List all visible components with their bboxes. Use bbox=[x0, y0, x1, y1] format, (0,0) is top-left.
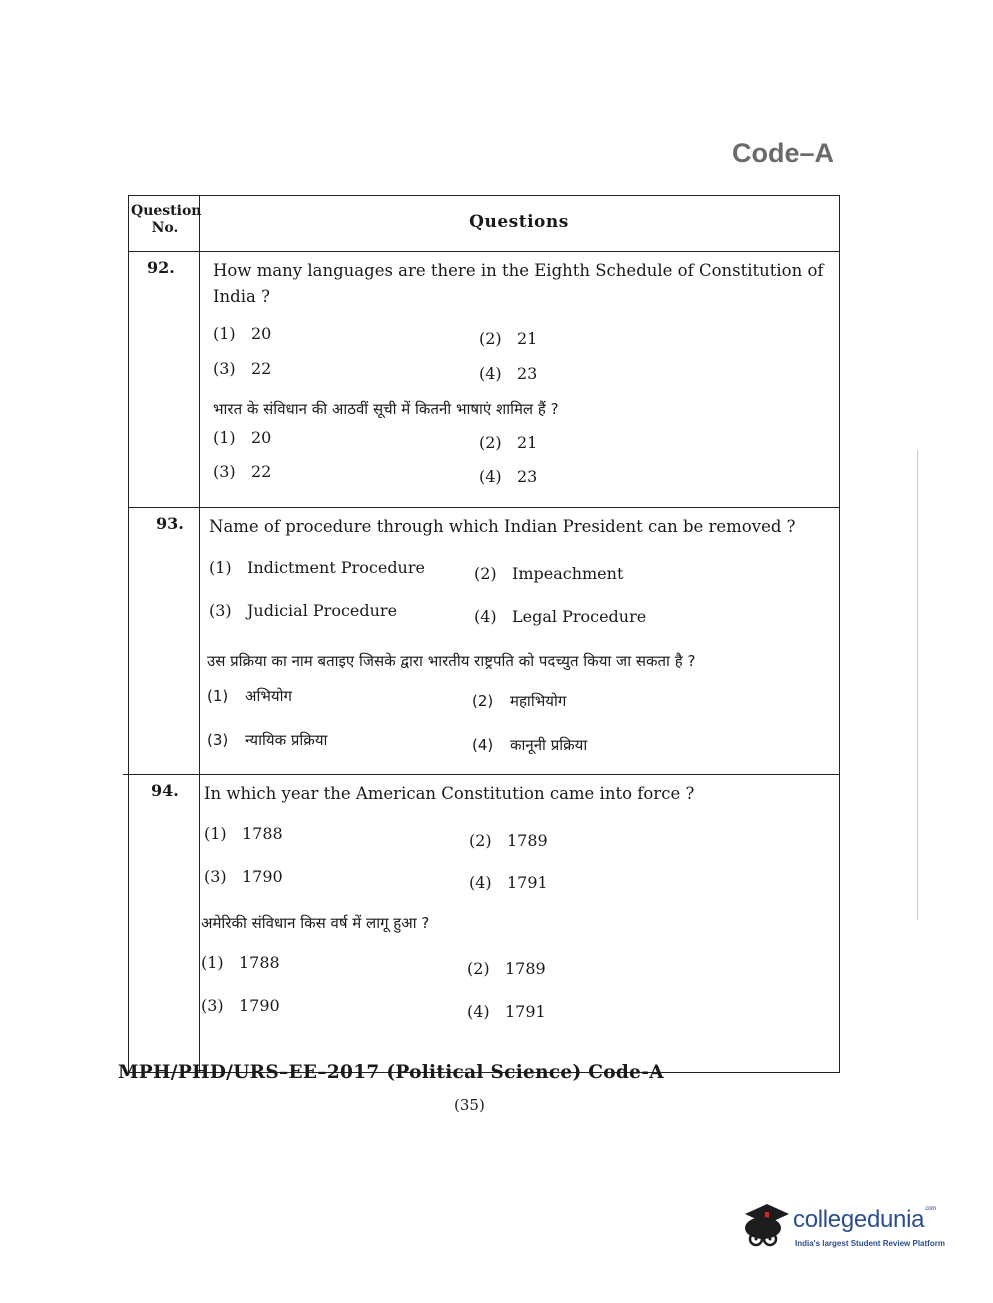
row-rule bbox=[123, 774, 839, 775]
header-question-no: Question No. bbox=[131, 203, 202, 236]
option-4 bbox=[469, 873, 548, 892]
brand-tagline: India's largest Student Review Platform bbox=[795, 1239, 945, 1248]
footer-title: MPH/PHD/URS–EE–2017 (Political Science) Code-A bbox=[118, 1062, 664, 1083]
option-text: Indictment Procedure bbox=[247, 558, 425, 577]
brand-name bbox=[793, 1206, 936, 1234]
option-number: (2) bbox=[472, 692, 494, 710]
option-number: (1) bbox=[201, 953, 224, 972]
option-number: (3) bbox=[213, 359, 236, 378]
option-number: (4) bbox=[467, 1002, 490, 1021]
option-number: (1) bbox=[204, 824, 227, 843]
question-number: 93. bbox=[156, 514, 184, 533]
option-text: 1791 bbox=[507, 873, 548, 892]
question-number: 92. bbox=[147, 258, 175, 277]
option-number: (2) bbox=[469, 831, 492, 850]
option-3 bbox=[213, 359, 271, 378]
option-text: 1788 bbox=[239, 953, 280, 972]
hindi-option-2 bbox=[467, 959, 546, 978]
question-text-english: In which year the American Constitution came into force ? bbox=[204, 784, 695, 803]
question-text-hindi: अमेरिकी संविधान किस वर्ष में लागू हुआ ? bbox=[201, 914, 430, 932]
hindi-option-1 bbox=[213, 428, 271, 447]
hindi-option-1 bbox=[201, 953, 280, 972]
option-number: (1) bbox=[207, 687, 229, 705]
option-number: (2) bbox=[479, 433, 502, 452]
option-text: 22 bbox=[251, 462, 272, 481]
hindi-option-4 bbox=[479, 467, 537, 486]
option-number: (2) bbox=[474, 564, 497, 583]
option-number: (3) bbox=[201, 996, 224, 1015]
option-number: (4) bbox=[474, 607, 497, 626]
row-rule bbox=[129, 507, 839, 508]
header-questions: Questions bbox=[469, 212, 569, 232]
option-3 bbox=[204, 867, 283, 886]
option-text: 20 bbox=[251, 428, 272, 447]
option-number: (3) bbox=[213, 462, 236, 481]
option-number: (2) bbox=[467, 959, 490, 978]
option-text: 1789 bbox=[507, 831, 548, 850]
option-text: 20 bbox=[251, 324, 272, 343]
header-rule bbox=[129, 251, 839, 252]
hindi-option-4 bbox=[467, 1002, 546, 1021]
option-text: 21 bbox=[517, 329, 538, 348]
option-text: Impeachment bbox=[512, 564, 624, 583]
hindi-option-2 bbox=[479, 433, 537, 452]
option-number: (4) bbox=[479, 364, 502, 383]
question-text-english: How many languages are there in the Eighth Schedule of Constitution of India ? bbox=[213, 261, 824, 306]
brand-text: collegedunia bbox=[793, 1206, 925, 1233]
option-text: कानूनी प्रक्रिया bbox=[510, 736, 588, 754]
option-text: 1790 bbox=[239, 996, 280, 1015]
option-number: (4) bbox=[469, 873, 492, 892]
questions-table bbox=[128, 195, 840, 1073]
option-1 bbox=[213, 324, 271, 343]
option-text: अभियोग bbox=[245, 687, 292, 705]
option-text: 23 bbox=[517, 364, 538, 383]
option-number: (3) bbox=[209, 601, 232, 620]
option-text: Legal Procedure bbox=[512, 607, 647, 626]
graduate-mascot-icon bbox=[737, 1198, 793, 1254]
hindi-option-3 bbox=[207, 730, 327, 750]
question-text-english: Name of procedure through which Indian President can be removed ? bbox=[209, 517, 796, 536]
option-number: (2) bbox=[479, 329, 502, 348]
option-text: 23 bbox=[517, 467, 538, 486]
hindi-option-2 bbox=[472, 691, 566, 711]
option-2 bbox=[474, 564, 623, 583]
question-text-hindi: उस प्रक्रिया का नाम बताइए जिसके द्वारा भारतीय राष्ट्रपति को पदच्युत किया जा सकता है ? bbox=[207, 652, 696, 670]
option-text: 1790 bbox=[242, 867, 283, 886]
hindi-option-4 bbox=[472, 735, 587, 755]
option-number: (3) bbox=[204, 867, 227, 886]
option-text: 1791 bbox=[505, 1002, 546, 1021]
option-4 bbox=[479, 364, 537, 383]
scan-edge-mark bbox=[917, 450, 920, 920]
option-4 bbox=[474, 607, 646, 626]
collegedunia-watermark bbox=[735, 1198, 965, 1258]
brand-suffix: .com bbox=[924, 1206, 936, 1212]
option-number: (4) bbox=[472, 736, 494, 754]
option-number: (1) bbox=[209, 558, 232, 577]
option-1 bbox=[209, 558, 425, 577]
option-text: 1788 bbox=[242, 824, 283, 843]
hindi-option-1 bbox=[207, 686, 292, 706]
option-text: महाभियोग bbox=[510, 692, 567, 710]
option-text: 21 bbox=[517, 433, 538, 452]
option-2 bbox=[469, 831, 548, 850]
paper-code: Code–A bbox=[732, 138, 835, 168]
option-number: (4) bbox=[479, 467, 502, 486]
option-1 bbox=[204, 824, 283, 843]
question-text-hindi: भारत के संविधान की आठवीं सूची में कितनी भाषाएं शामिल हैं ? bbox=[213, 400, 559, 418]
column-divider bbox=[199, 196, 200, 1072]
hindi-option-3 bbox=[213, 462, 271, 481]
question-number: 94. bbox=[151, 781, 179, 800]
hindi-option-3 bbox=[201, 996, 280, 1015]
option-text: 1789 bbox=[505, 959, 546, 978]
option-3 bbox=[209, 601, 397, 620]
option-2 bbox=[479, 329, 537, 348]
option-number: (1) bbox=[213, 428, 236, 447]
option-number: (3) bbox=[207, 731, 229, 749]
option-number: (1) bbox=[213, 324, 236, 343]
page-number: (35) bbox=[454, 1096, 485, 1114]
option-text: Judicial Procedure bbox=[247, 601, 398, 620]
option-text: न्यायिक प्रक्रिया bbox=[245, 731, 328, 749]
option-text: 22 bbox=[251, 359, 272, 378]
